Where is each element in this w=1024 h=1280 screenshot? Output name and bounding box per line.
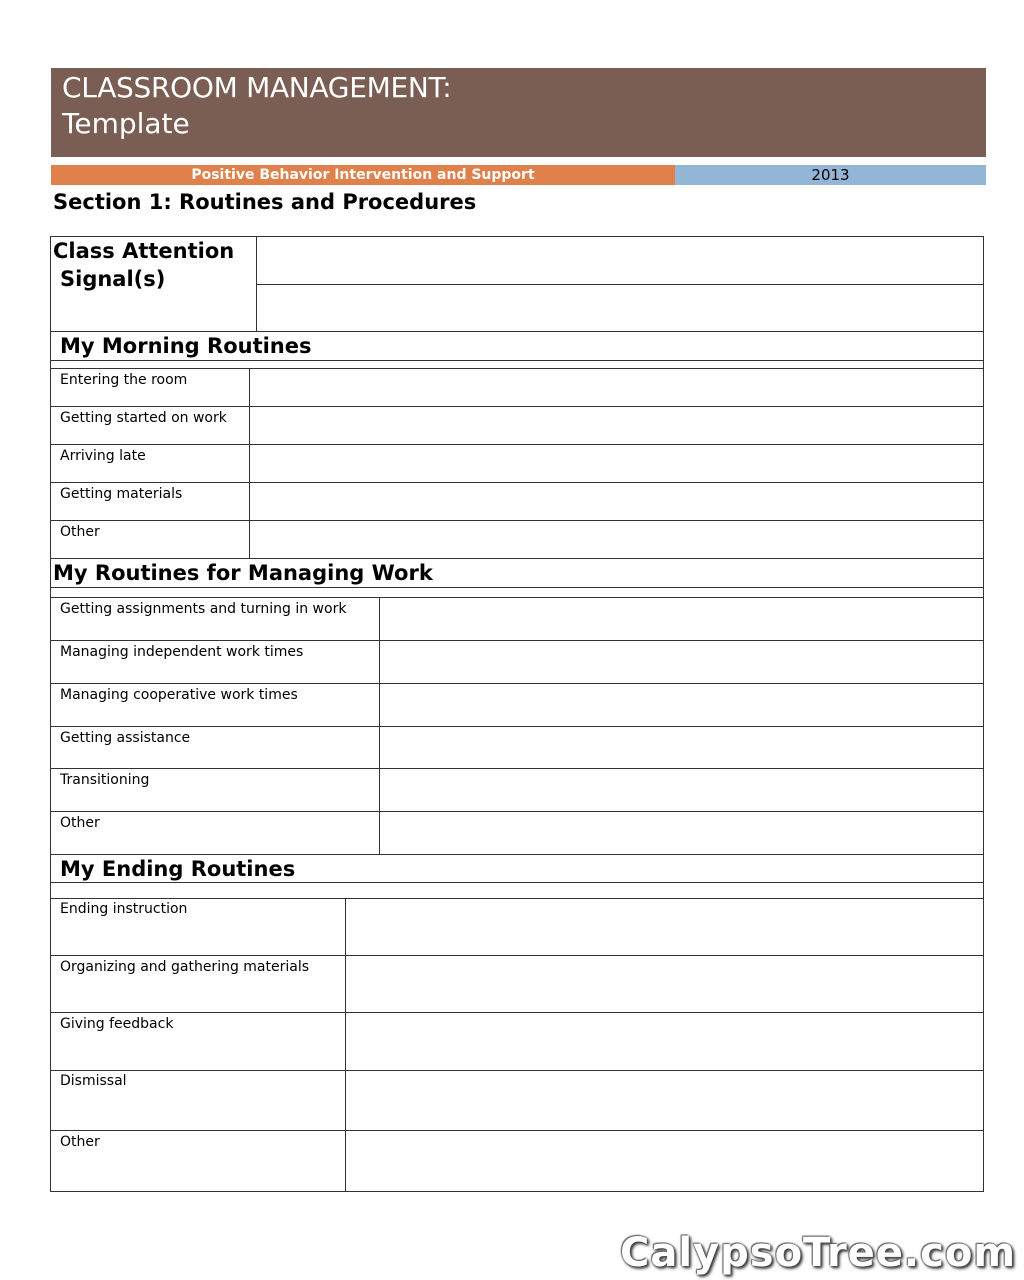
document-subtitle: Template [62, 107, 190, 140]
work-row-label: Getting assignments and turning in work [60, 601, 347, 617]
morning-row-label: Arriving late [60, 448, 146, 464]
work-entry-input[interactable] [380, 812, 983, 854]
morning-row-label: Getting started on work [60, 410, 227, 426]
work-row-label: Getting assistance [60, 730, 191, 746]
morning-entry-input[interactable] [250, 369, 983, 406]
work-entry-input[interactable] [380, 769, 983, 811]
work-heading-divider [50, 587, 984, 588]
watermark-text: CalypsoTree.com [620, 1230, 1016, 1276]
ending-row-label: Giving feedback [60, 1016, 174, 1032]
ending-row-label: Dismissal [60, 1073, 127, 1089]
morning-row-label: Other [60, 524, 100, 540]
ending-row-label: Organizing and gathering materials [60, 959, 310, 975]
work-row-label: Transitioning [60, 772, 150, 788]
program-banner: Positive Behavior Intervention and Support [51, 165, 675, 185]
morning-entry-input[interactable] [250, 483, 983, 520]
morning-entry-input[interactable] [250, 445, 983, 482]
section-heading: Section 1: Routines and Procedures [53, 190, 477, 214]
morning-row-label: Entering the room [60, 372, 188, 388]
attention-signal-input-2[interactable] [257, 285, 983, 331]
morning-row-label: Getting materials [60, 486, 183, 502]
ending-entry-input[interactable] [346, 1013, 983, 1070]
work-entry-input[interactable] [380, 641, 983, 683]
document-title-block [51, 68, 986, 157]
morning-heading: My Morning Routines [60, 334, 312, 358]
morning-entry-input[interactable] [250, 521, 983, 558]
document-title: CLASSROOM MANAGEMENT: [62, 71, 452, 104]
attention-signal-input-1[interactable] [257, 237, 983, 283]
work-heading: My Routines for Managing Work [53, 561, 433, 585]
morning-entry-input[interactable] [250, 407, 983, 444]
morning-heading-divider [50, 360, 984, 361]
work-row-label: Other [60, 815, 100, 831]
work-row-label: Managing independent work times [60, 644, 304, 660]
ending-entry-input[interactable] [346, 1131, 983, 1191]
ending-entry-input[interactable] [346, 956, 983, 1012]
work-entry-input[interactable] [380, 598, 983, 640]
attention-label-line2: Signal(s) [60, 267, 166, 291]
ending-entry-input[interactable] [346, 899, 983, 955]
work-row-label: Managing cooperative work times [60, 687, 298, 703]
year-banner: 2013 [675, 165, 986, 185]
work-entry-input[interactable] [380, 727, 983, 768]
ending-row-label: Ending instruction [60, 901, 188, 917]
work-entry-input[interactable] [380, 684, 983, 726]
attention-label-line1: Class Attention [53, 239, 235, 263]
ending-entry-input[interactable] [346, 1071, 983, 1130]
ending-row-label: Other [60, 1134, 100, 1150]
ending-heading: My Ending Routines [60, 857, 296, 881]
